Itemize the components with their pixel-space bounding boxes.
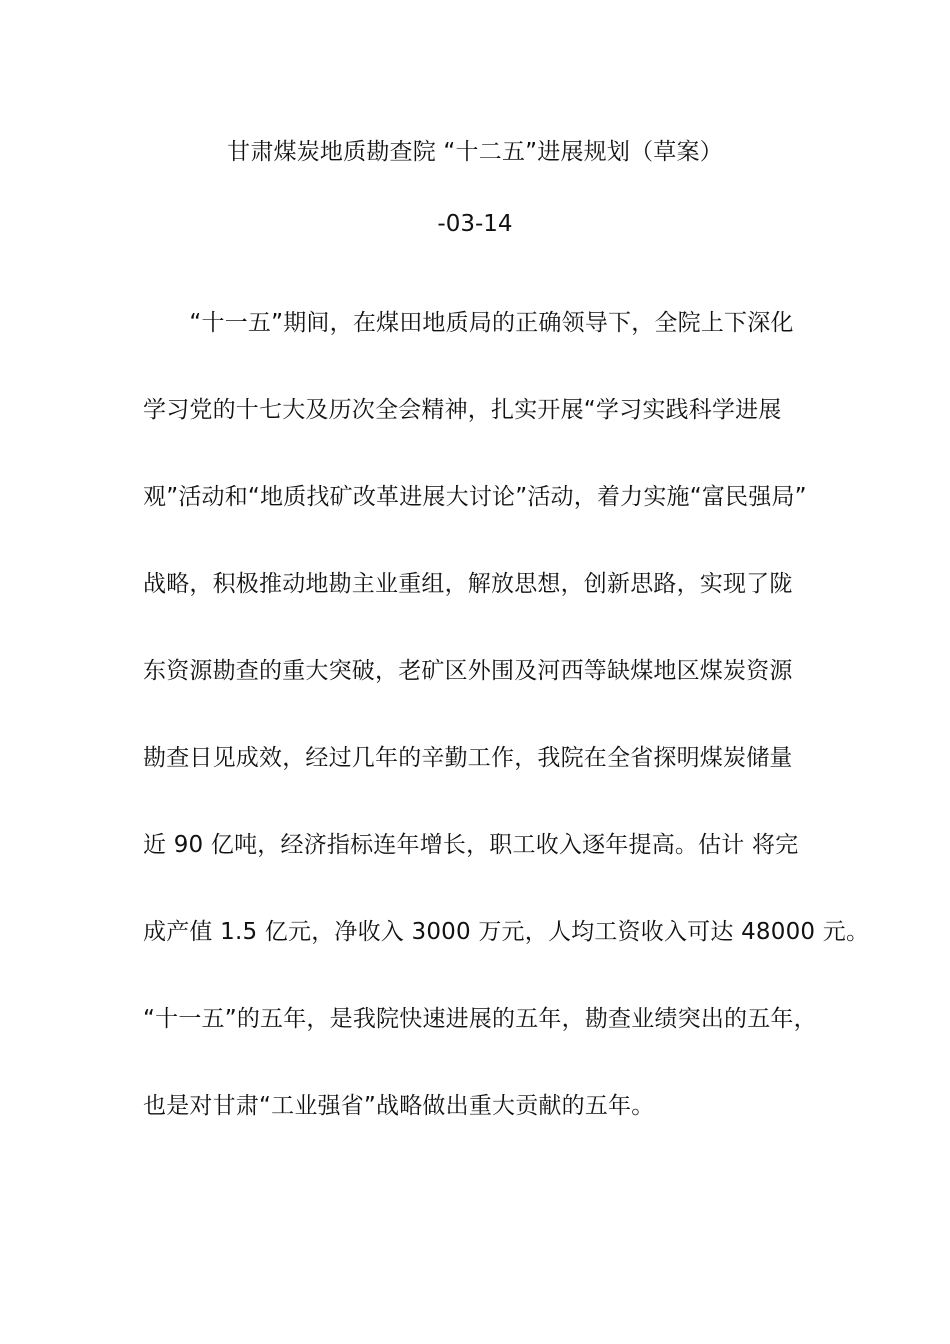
document-date: -03-14	[437, 211, 513, 237]
paragraph-line-7: 近 90 亿吨，经济指标连年增长，职工收入逐年提高。估计 将完	[143, 832, 799, 858]
paragraph-line-9: “十一五”的五年，是我院快速进展的五年，勘查业绩突出的五年，	[143, 1006, 817, 1032]
document-title: 甘肃煤炭地质勘查院 “十二五”进展规划（草案）	[227, 139, 723, 165]
paragraph-line-4: 战略，积极推动地勘主业重组，解放思想，创新思路，实现了陇	[143, 571, 793, 597]
paragraph-line-2: 学习党的十七大及历次全会精神，扎实开展“学习实践科学进展	[143, 397, 782, 423]
paragraph-line-5: 东资源勘查的重大突破，老矿区外围及河西等缺煤地区煤炭资源	[143, 658, 793, 684]
paragraph-line-3: 观”活动和“地质找矿改革进展大讨论”活动，着力实施“富民强局”	[143, 484, 807, 510]
paragraph-line-8: 成产值 1.5 亿元，净收入 3000 万元，人均工资收入可达 48000 元。	[143, 919, 870, 945]
paragraph-line-1: “十一五”期间，在煤田地质局的正确领导下，全院上下深化	[143, 310, 794, 336]
body-paragraph	[143, 302, 870, 1172]
paragraph-line-6: 勘查日见成效，经过几年的辛勤工作，我院在全省探明煤炭储量	[143, 745, 793, 771]
paragraph-line-10: 也是对甘肃“工业强省”战略做出重大贡献的五年。	[143, 1093, 655, 1119]
